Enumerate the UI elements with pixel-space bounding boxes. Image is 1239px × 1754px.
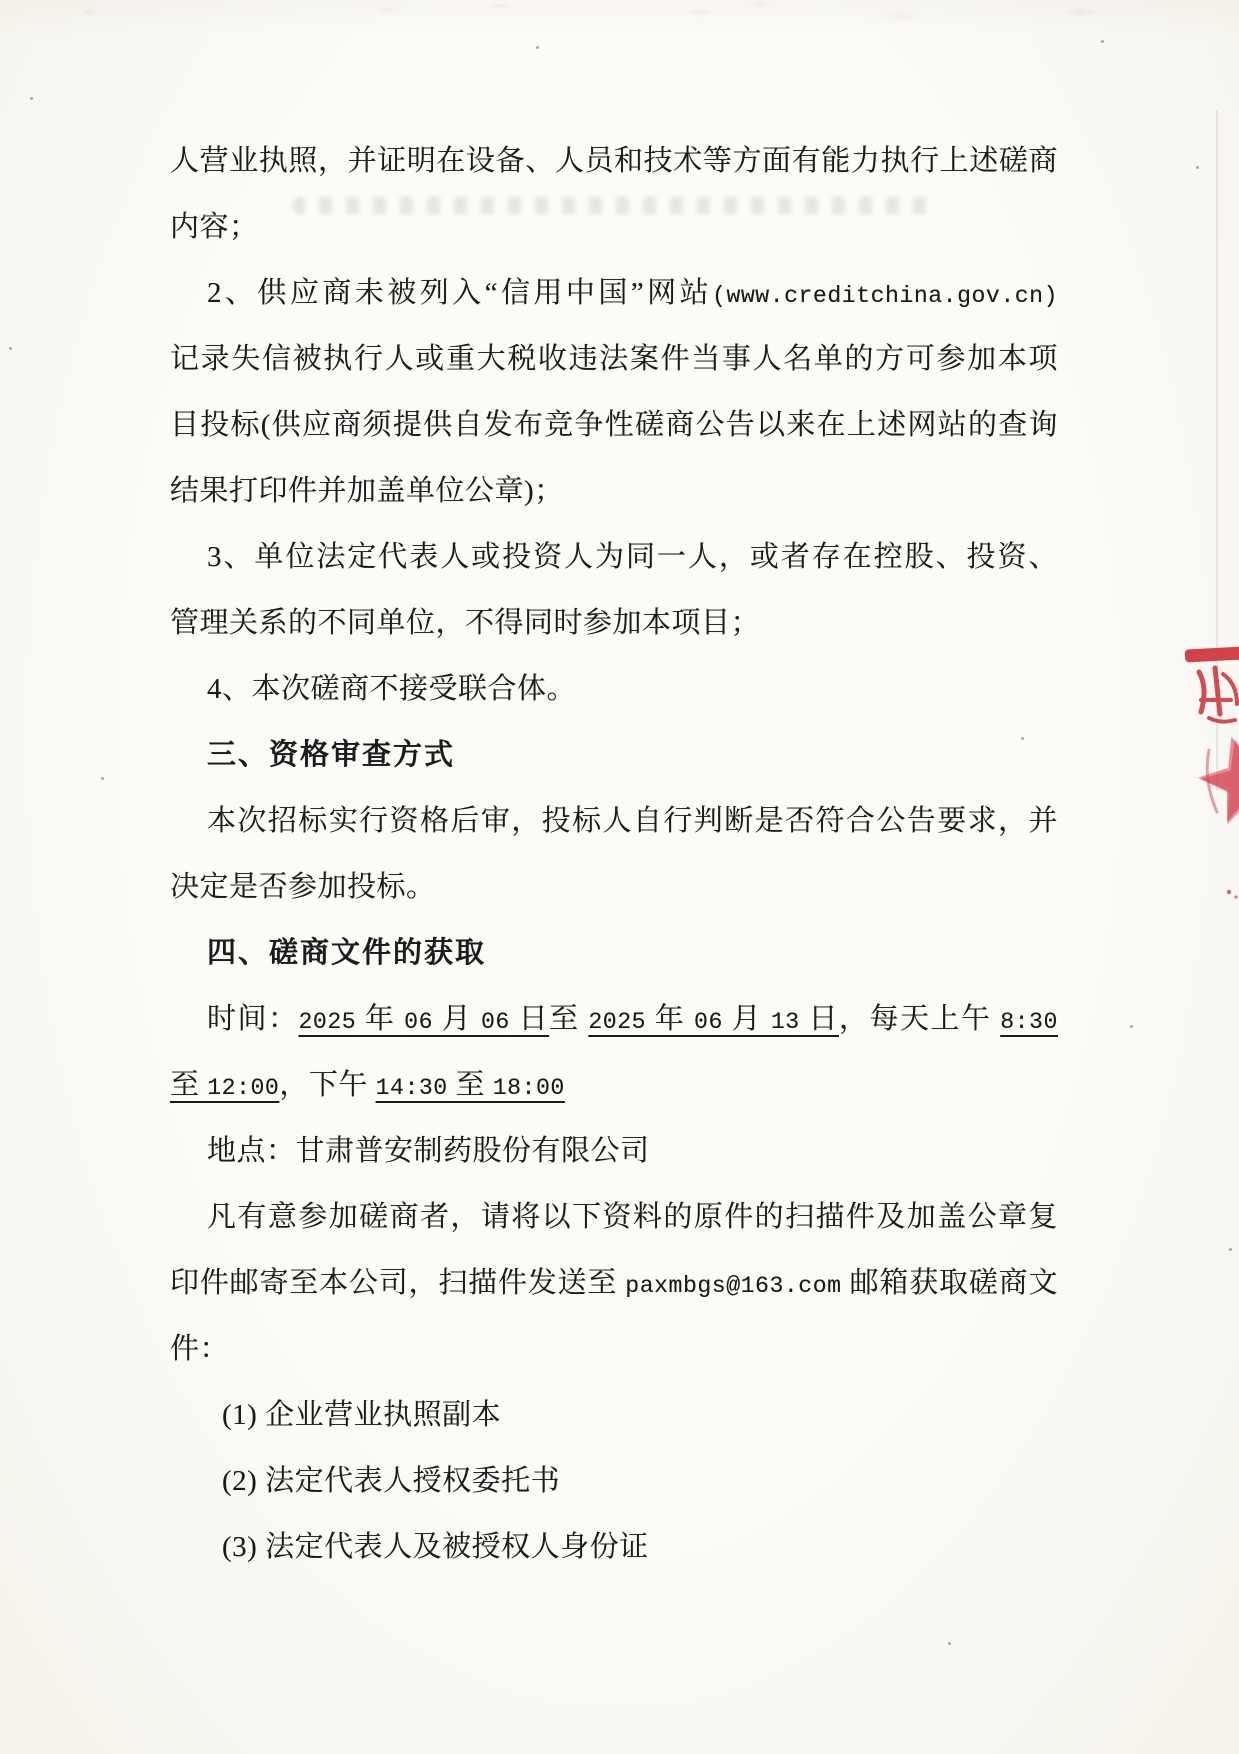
text-segment: 4、本次磋商不接受联合体。 [207,673,577,705]
paper-speck [101,777,104,780]
text-segment: 人营业执照，并证明在设备、人员和技术等方面有能力执行上述磋商 [170,145,1058,177]
text-segment: 年 [356,1003,405,1035]
seal-speck [1234,895,1237,898]
text-segment: 记录失信被执行人或重大税收违法案件当事人名单的方可参加本项 [170,343,1058,375]
text-segment: 凡有意参加磋商者，请将以下资料的原件的扫描件及加盖公章复 [207,1201,1058,1233]
text-segment: 12:00 [207,1075,280,1101]
text-line [170,458,1058,524]
text-segment: 地点：甘肃普安制药股份有限公司 [207,1135,650,1167]
text-segment: 18:00 [492,1075,565,1101]
paper-speck [9,347,12,350]
seal-character-fragments [1199,668,1237,722]
text-line [170,260,1058,326]
text-segment: 时间： [207,1003,299,1035]
text-segment: 决定是否参加投标。 [170,871,436,903]
text-segment: 至 [170,1069,208,1101]
text-line [170,1184,1058,1250]
text-line [170,1448,1058,1514]
text-line [170,1316,1058,1382]
text-segment: 2025 [298,1009,357,1035]
text-line [170,1382,1058,1448]
text-line [170,788,1058,854]
text-segment: 月 [722,1003,771,1035]
text-line [170,1250,1058,1316]
text-segment: 三、资格审查方式 [207,739,456,771]
paper-speck [1021,737,1024,740]
paper-speck [1229,1248,1232,1251]
document-text-block [170,128,1058,1580]
text-segment: (1) 企业营业执照副本 [222,1399,502,1431]
text-segment: ，每天上午 [838,1003,1001,1035]
text-line [170,326,1058,392]
text-segment: 本次招标实行资格后审，投标人自行判断是否符合公告要求，并 [207,805,1058,837]
text-line [170,194,1058,260]
text-segment: 四、磋商文件的获取 [207,937,487,969]
paper-speck [1101,40,1104,43]
text-segment: 件： [170,1333,230,1365]
text-segment: 目投标(供应商须提供自发布竞争性磋商公告以来在上述网站的查询 [170,409,1058,441]
red-seal-graphic [1179,600,1239,900]
text-line [170,986,1058,1052]
text-segment: 至 [447,1069,493,1101]
text-segment: (www.creditchina.gov.cn) [712,283,1058,309]
text-line [170,1118,1058,1184]
text-segment: 13 [770,1009,800,1035]
text-segment: 内容； [170,211,259,243]
text-segment: 管理关系的不同单位，不得同时参加本项目； [170,607,761,639]
text-line [170,128,1058,194]
text-line [170,1052,1058,1118]
text-segment: 年 [646,1003,695,1035]
text-segment: 2025 [588,1009,647,1035]
text-line [170,920,1058,986]
text-line [170,590,1058,656]
text-line [170,524,1058,590]
paper-speck [853,1206,856,1209]
text-segment: 06 [481,1009,510,1035]
text-segment: 日 [509,1003,550,1035]
text-segment: 2、供应商未被列入“信用中国”网站 [207,277,713,309]
paper-speck [1130,1025,1133,1028]
text-segment: (2) 法定代表人授权委托书 [222,1465,561,1497]
seal-bar [1185,646,1239,662]
paper-speck [536,46,539,49]
text-segment: 印件邮寄至本公司，扫描件发送至 [170,1267,626,1299]
text-line [170,1514,1058,1580]
red-seal-partial [1179,600,1239,900]
paper-speck [1196,166,1199,169]
text-segment: ，下午 [279,1069,376,1101]
seal-speck [1227,890,1231,894]
text-segment: 06 [694,1009,723,1035]
text-segment: 8:30 [1000,1009,1058,1035]
text-segment: 3、单位法定代表人或投资人为同一人，或者存在控股、投资、 [207,541,1058,573]
text-segment: 邮箱获取磋商文 [841,1267,1058,1299]
paper-speck [948,1642,951,1645]
text-line [170,392,1058,458]
text-line [170,722,1058,788]
scan-smudge-top [0,0,1239,52]
seal-star [1198,737,1239,827]
text-segment: 月 [433,1003,482,1035]
text-segment: 至 [549,1003,589,1035]
text-segment: paxmbgs@163.com [625,1273,842,1299]
text-segment: 结果打印件并加盖单位公章)； [170,475,564,507]
text-segment: 14:30 [375,1075,448,1101]
text-segment: 日 [799,1003,839,1035]
text-segment: 06 [404,1009,434,1035]
paper-speck [857,152,860,155]
text-line [170,656,1058,722]
paper-speck [30,97,33,100]
text-segment: (3) 法定代表人及被授权人身份证 [222,1531,649,1563]
text-line [170,854,1058,920]
